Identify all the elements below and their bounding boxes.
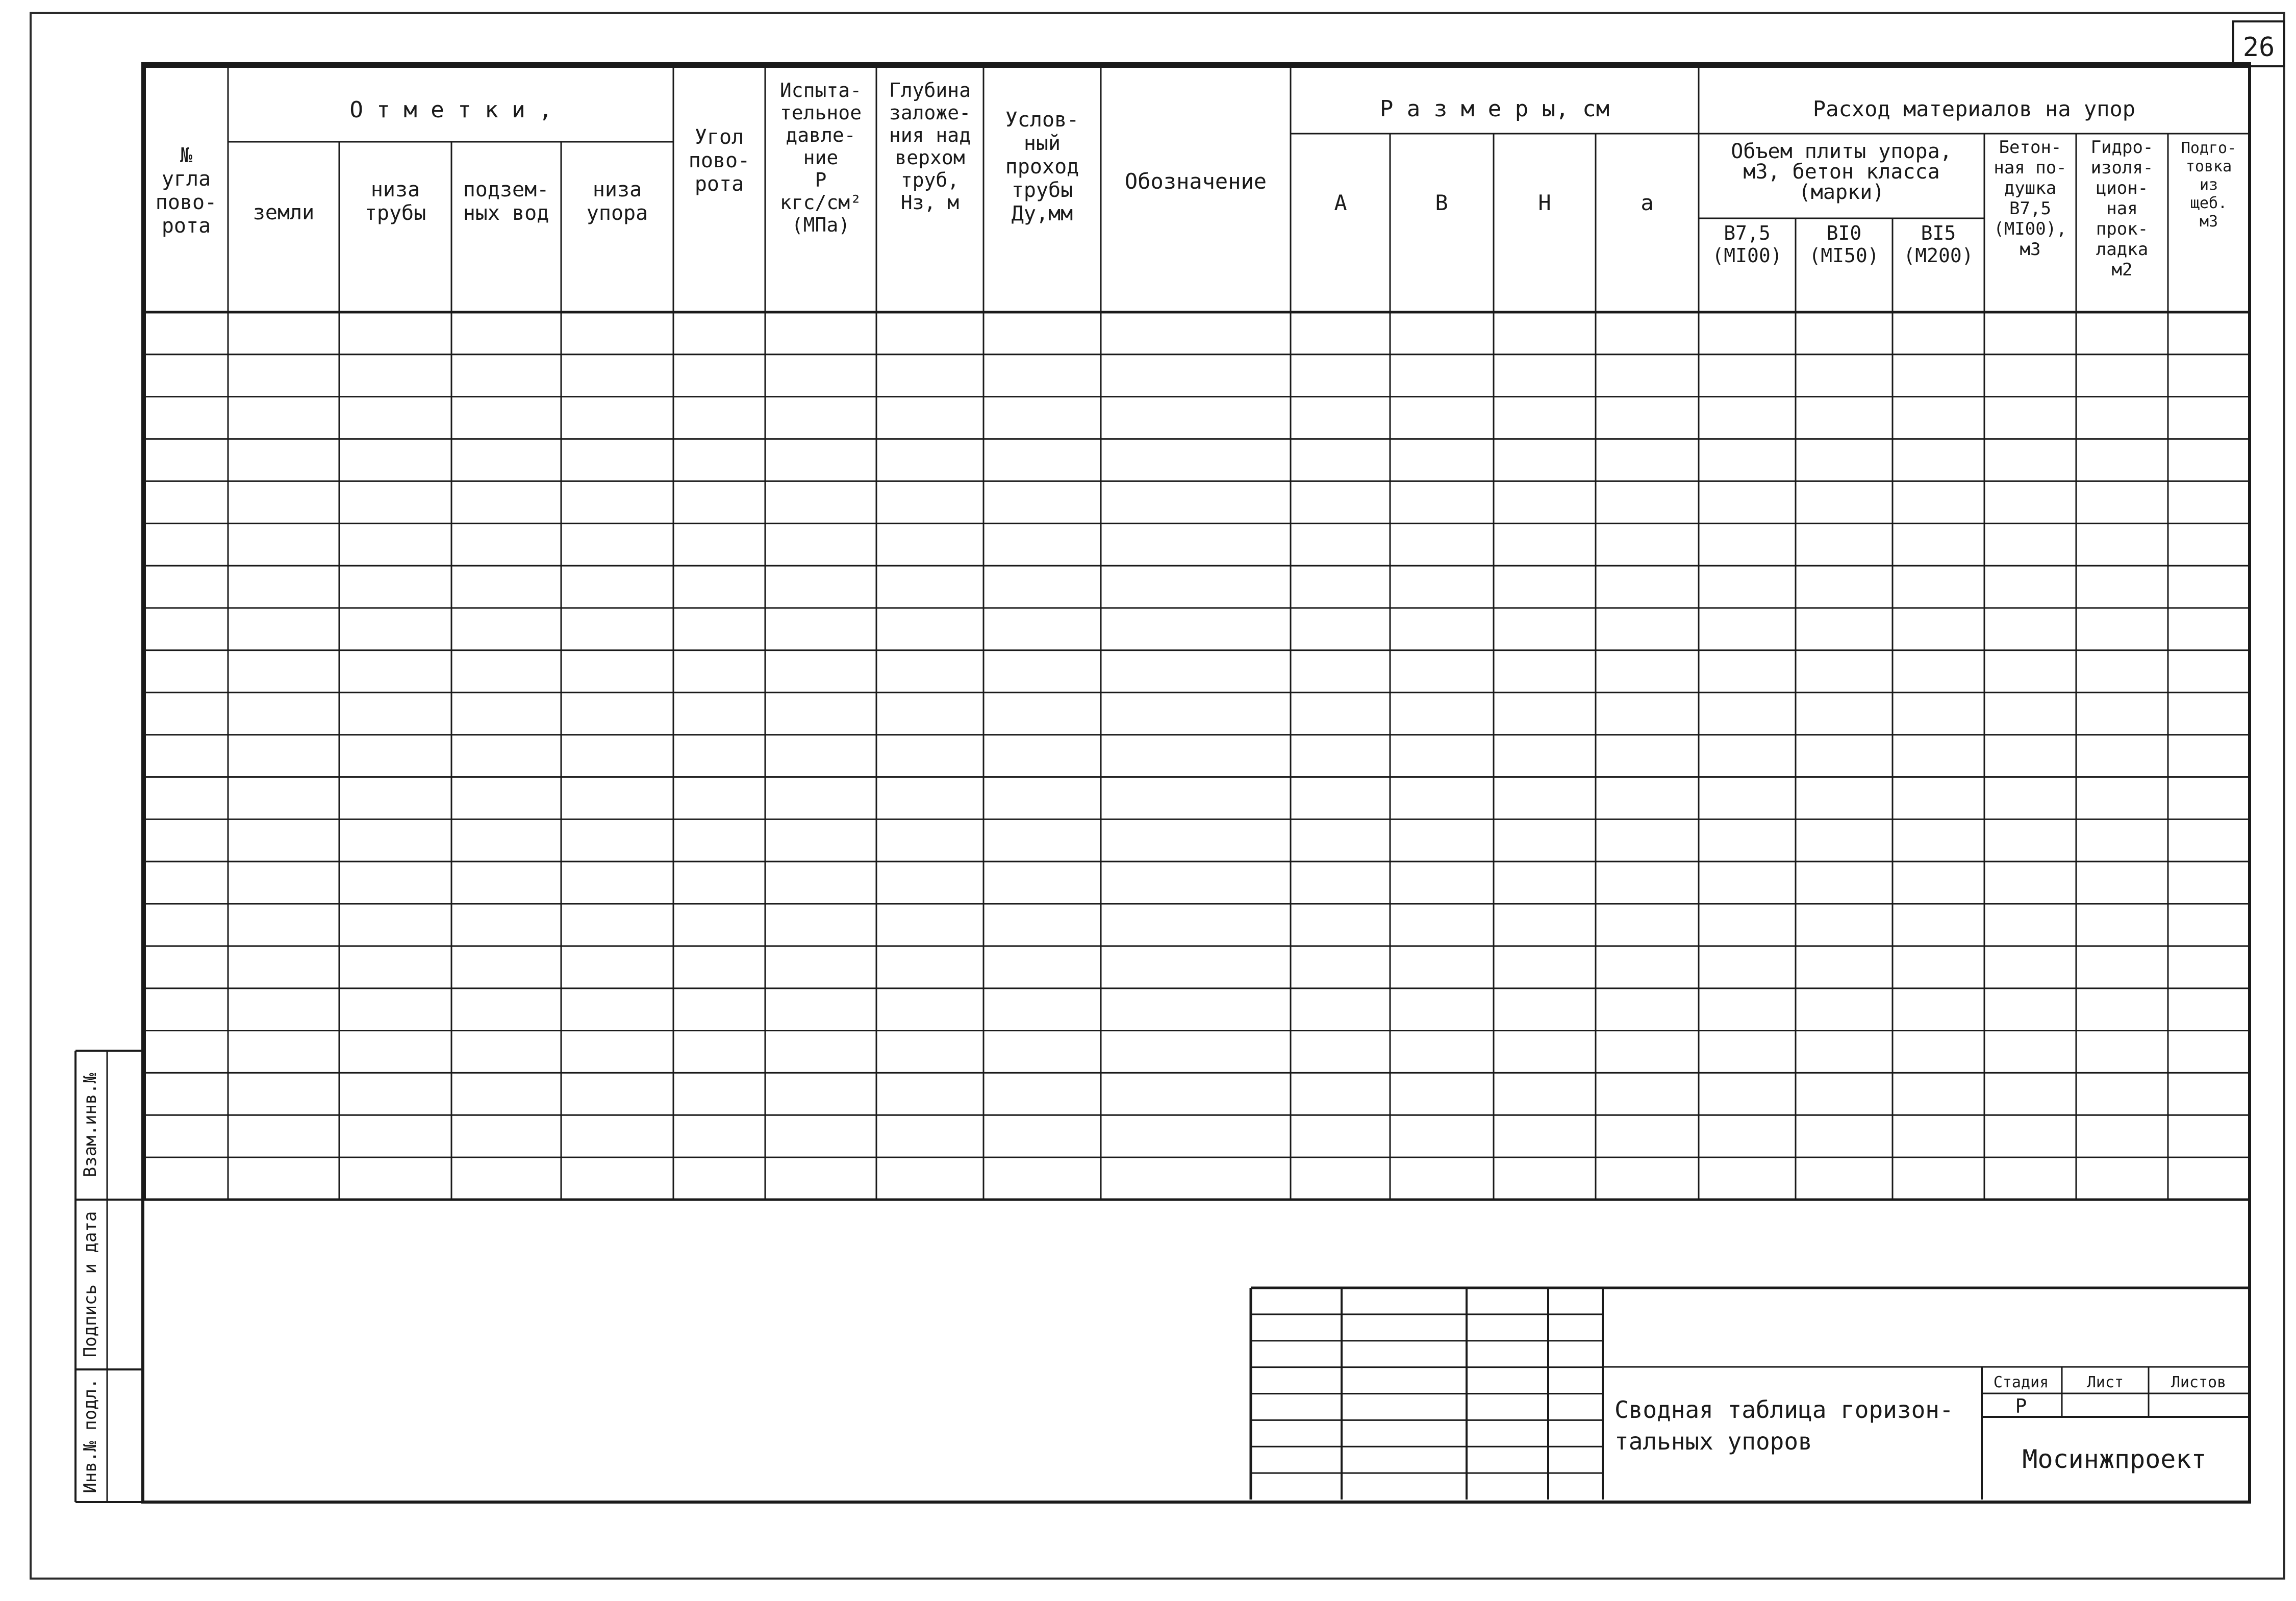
depth-header: верхом <box>895 146 965 169</box>
passage-header: Услов- <box>1005 108 1079 132</box>
materials-group-header: Расход материалов на упор <box>1812 96 2136 121</box>
size-column-header: a <box>1641 190 1654 215</box>
test-pressure-header: ние <box>803 146 839 169</box>
organization-name: Мосинжпроект <box>2022 1444 2207 1474</box>
concrete-class-header: (MI50) <box>1809 244 1879 267</box>
concrete-class-header: BI5 <box>1921 222 1956 244</box>
stage-label: Стадия <box>1993 1374 2049 1391</box>
sizes-group-header: Р а з м е р ы, см <box>1379 96 1610 122</box>
passage-header: трубы <box>1011 179 1073 202</box>
marks-column-header: подзем- <box>463 178 549 201</box>
concrete-pad-header: Бетон- <box>1999 137 2062 158</box>
sheets-label: Листов <box>2171 1374 2227 1391</box>
passage-header: проход <box>1005 155 1079 179</box>
marks-column-header: упора <box>586 201 648 225</box>
angle-number-header: рота <box>161 214 211 238</box>
size-column-header: H <box>1538 190 1551 215</box>
waterproof-header: цион- <box>2096 178 2149 198</box>
test-pressure-header: тельное <box>779 101 862 124</box>
side-stamp-label: Подпись и дата <box>80 1211 100 1358</box>
waterproof-header: ная <box>2106 198 2138 219</box>
extra-column-header: м3 <box>2199 213 2218 231</box>
concrete-pad-header: (MI00), <box>1994 219 2067 239</box>
test-pressure-header: давле- <box>786 124 856 146</box>
waterproof-header: Гидро- <box>2090 137 2154 158</box>
marks-group-header: О т м е т к и , <box>349 97 552 123</box>
size-column-header: B <box>1435 190 1448 215</box>
designation-header: Обозначение <box>1124 169 1267 194</box>
marks-column-header: ных вод <box>463 201 549 225</box>
sheet-label: Лист <box>2086 1374 2124 1391</box>
concrete-class-header: (MI00) <box>1712 244 1782 267</box>
size-column-header: A <box>1334 190 1347 215</box>
marks-column-header: низа <box>592 178 642 201</box>
depth-header: Hз, м <box>900 191 960 214</box>
slab-volume-header: Объем плиты упора, <box>1731 140 1952 163</box>
slab-volume-header: (марки) <box>1798 181 1885 204</box>
angle-number-header: № <box>180 144 193 167</box>
side-stamp-label: Взам.инв.№ <box>80 1073 100 1178</box>
test-pressure-header: Испыта- <box>779 79 862 101</box>
concrete-class-header: BI0 <box>1826 222 1862 244</box>
extra-column-header: Подго- <box>2181 139 2237 157</box>
depth-header: заложе- <box>889 101 971 124</box>
depth-header: ния над <box>889 124 971 146</box>
depth-header: труб, <box>900 169 960 191</box>
concrete-pad-header: B7,5 <box>2009 198 2051 219</box>
marks-column-header: земли <box>253 201 315 224</box>
concrete-class-header: B7,5 <box>1724 222 1771 244</box>
angle-number-header: пово- <box>155 191 217 214</box>
passage-header: Дy,мм <box>1011 202 1073 225</box>
test-pressure-header: кгс/см² <box>779 191 862 214</box>
waterproof-header: прок- <box>2096 219 2149 239</box>
stage-value: Р <box>2015 1395 2027 1417</box>
sheet-number: 26 <box>2242 32 2275 63</box>
concrete-class-header: (M200) <box>1903 244 1974 267</box>
drawing-title: Сводная таблица горизон- <box>1614 1396 1954 1424</box>
inner-frame <box>143 64 2250 1502</box>
concrete-pad-header: душка <box>2004 178 2057 198</box>
extra-column-header: щеб. <box>2190 194 2228 212</box>
passage-header: ный <box>1023 132 1061 155</box>
turn-angle-header: пово- <box>688 149 750 172</box>
slab-volume-header: м3, бетон класса <box>1743 160 1940 184</box>
turn-angle-header: Угол <box>694 125 744 149</box>
concrete-pad-header: ная по- <box>1994 158 2067 178</box>
waterproof-header: изоля- <box>2090 158 2154 178</box>
angle-number-header: угла <box>161 167 211 191</box>
waterproof-header: м2 <box>2111 260 2133 280</box>
title-block <box>1251 1288 2250 1500</box>
drawing-title: тальных упоров <box>1614 1428 1812 1455</box>
test-pressure-header: P <box>815 169 827 191</box>
extra-column-header: из <box>2199 176 2218 194</box>
concrete-pad-header: м3 <box>2020 239 2041 260</box>
extra-column-header: товка <box>2185 158 2232 175</box>
side-stamp-label: Инв.№ подл. <box>80 1378 100 1493</box>
table-header <box>156 79 2236 280</box>
depth-header: Глубина <box>889 79 971 101</box>
marks-column-header: трубы <box>364 201 426 225</box>
test-pressure-header: (МПа) <box>791 214 850 236</box>
marks-column-header: низа <box>370 178 420 201</box>
turn-angle-header: рота <box>694 172 744 196</box>
waterproof-header: ладка <box>2096 239 2149 260</box>
side-stamp <box>75 1051 143 1502</box>
